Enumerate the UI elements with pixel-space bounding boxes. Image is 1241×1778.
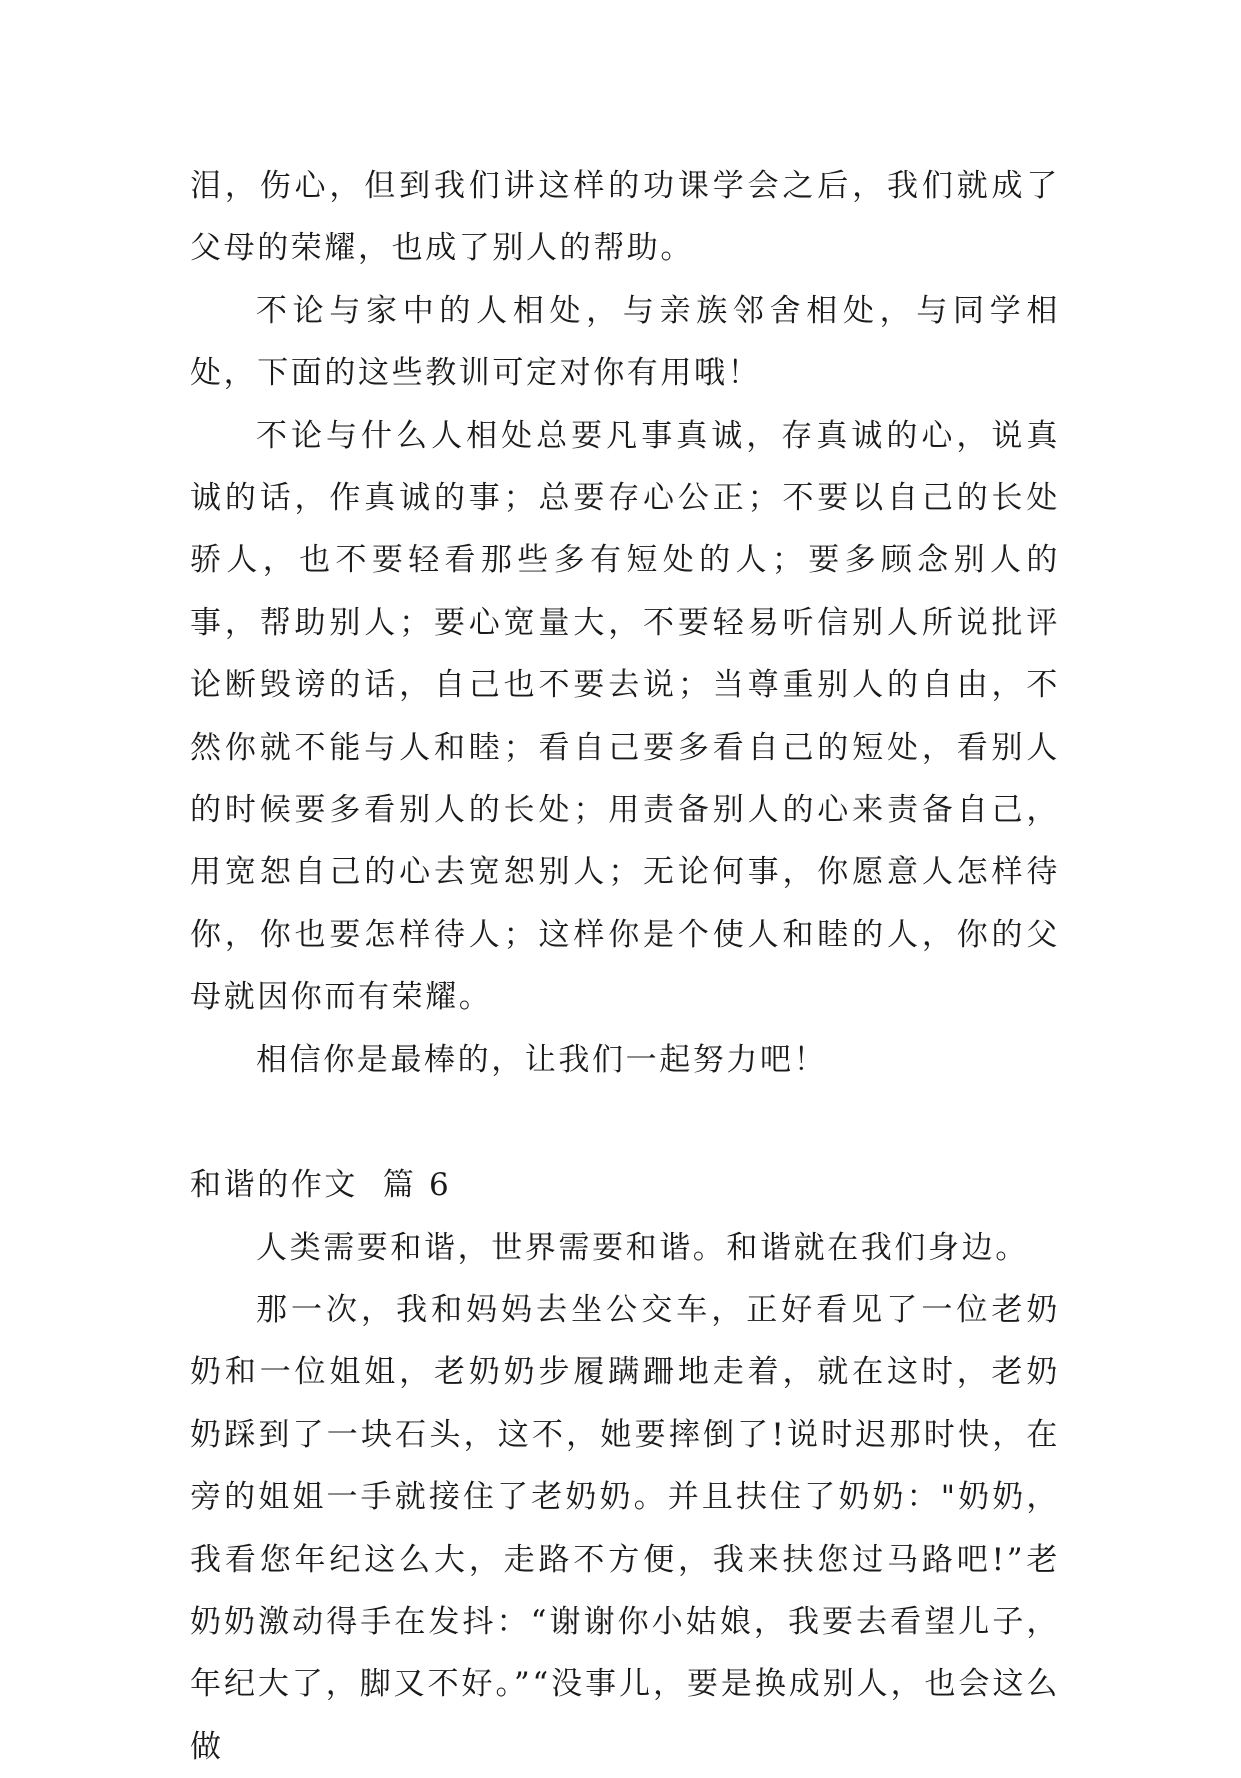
section-spacer [190, 1091, 1060, 1154]
paragraph-bus-story: 那一次，我和妈妈去坐公交车，正好看见了一位老奶奶和一位姐姐，老奶奶步履蹒跚地走着，就在这时，老奶奶踩到了一块石头，这不，她要摔倒了!说时迟那时快，在旁的姐姐一手就接住了老奶奶。并且扶住了奶奶："奶奶，我看您年纪这么大，走路不方便，我来扶您过马路吧!”老奶奶激动得手在发抖：“谢谢你小姑娘，我要去看望儿子，年纪大了，脚又不好。”“没事儿，要是换成别人，也会这么做 [190, 1291, 1060, 1765]
paragraph-encouragement: 相信你是最棒的，让我们一起努力吧！ [256, 1041, 828, 1078]
document-page [190, 155, 1060, 1778]
paragraph-harmony-intro: 人类需要和谐，世界需要和谐。和谐就在我们身边。 [256, 1229, 1029, 1266]
paragraph-advice-body: 不论与什么人相处总要凡事真诚，存真诚的心，说真诚的话，作真诚的事；总要存心公正；不要以自己的长处骄人，也不要轻看那些多有短处的人；要多顾念别人的事，帮助别人；要心宽量大，不要轻易听信别人所说批评论断毁谤的话，自己也不要去说；当尊重别人的自由，不然你就不能与人和睦；看自己要多看自己的短处，看别人的时候要多看别人的长处；用责备别人的心来责备自己，用宽恕自己的心去宽恕别人；无论何事，你愿意人怎样待你，你也要怎样待人；这样你是个使人和睦的人，你的父母就因你而有荣耀。 [190, 417, 1060, 1016]
paragraph-intro-advice: 不论与家中的人相处，与亲族邻舍相处，与同学相处，下面的这些教训可定对你有用哦！ [190, 292, 1060, 392]
section-heading: 和谐的作文 篇 6 [190, 1167, 452, 1204]
paragraph-continuation: 泪，伤心，但到我们讲这样的功课学会之后，我们就成了父母的荣耀，也成了别人的帮助。 [190, 168, 1060, 267]
